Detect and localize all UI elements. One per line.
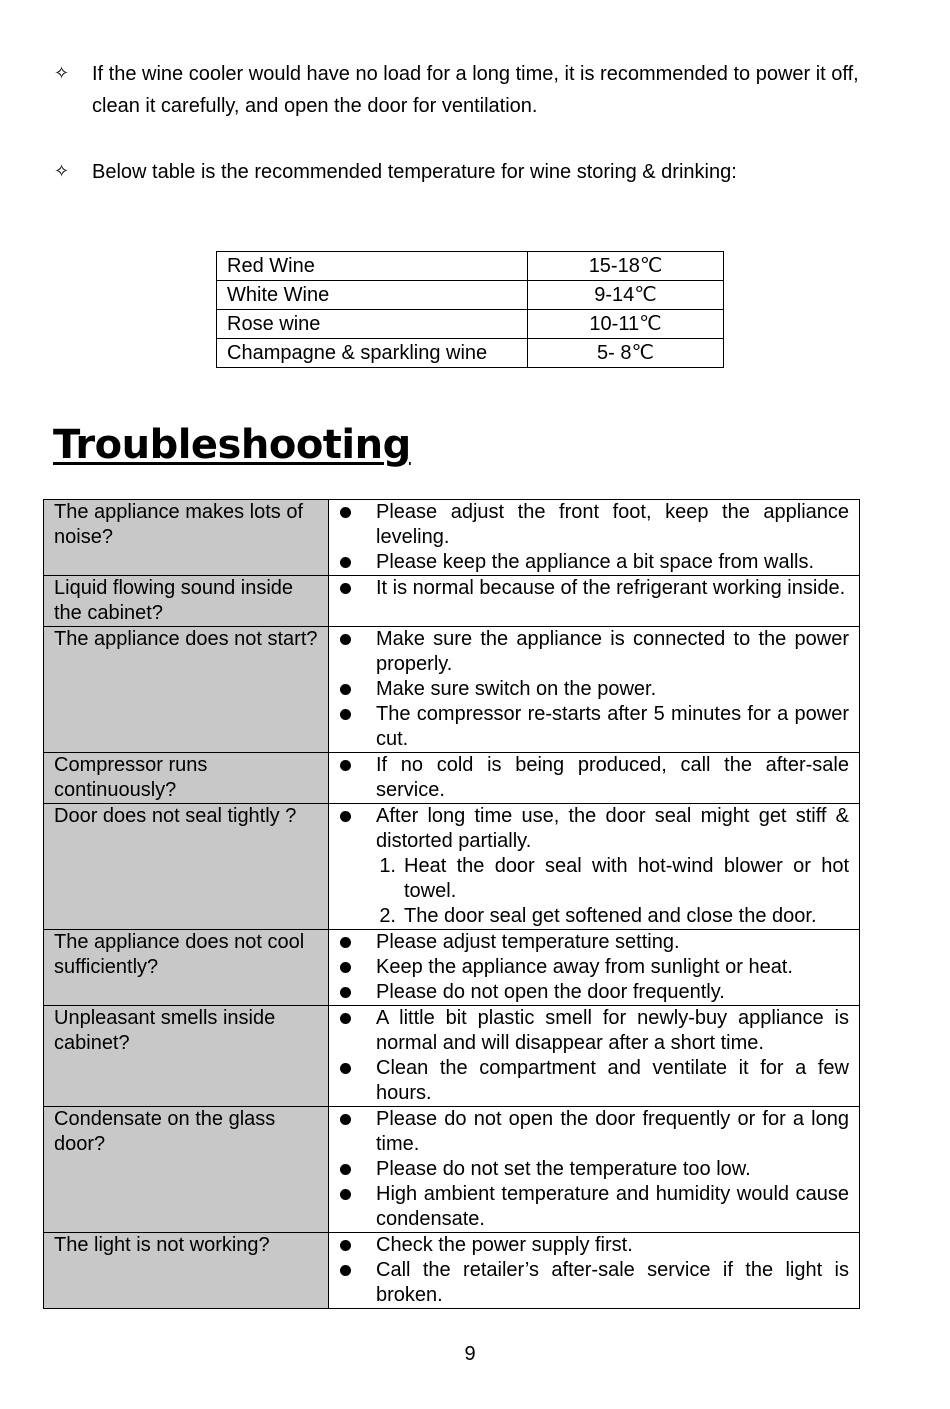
bullet-dot-icon (329, 804, 376, 854)
wine-type-cell: Rose wine (217, 310, 528, 339)
problem-cell: The appliance does not cool sufficiently? (44, 930, 329, 1006)
intro-paragraph-table-caption (54, 156, 894, 188)
table-row (217, 281, 724, 310)
solution-cell (329, 1107, 860, 1233)
solution-item (329, 930, 849, 955)
wine-type-cell: White Wine (217, 281, 528, 310)
diamond-star-icon: ✧ (54, 161, 70, 182)
troubleshooting-table (43, 499, 860, 1309)
bullet-dot-icon (329, 930, 376, 955)
solution-text: The compressor re-starts after 5 minutes for a power cut. (376, 703, 849, 750)
table-row (44, 627, 860, 753)
bullet-dot-icon (329, 1157, 376, 1182)
temperature-cell: 15-18℃ (528, 252, 724, 281)
bullet-dot-icon (329, 677, 376, 702)
solution-item (329, 576, 849, 601)
step-number: 2. (379, 905, 396, 927)
bullet-dot-icon (329, 1107, 376, 1157)
wine-temperature-table (216, 251, 724, 368)
problem-cell: Liquid flowing sound inside the cabinet? (44, 576, 329, 627)
solution-item (329, 1056, 849, 1106)
solution-cell (329, 627, 860, 753)
solution-item (329, 955, 849, 980)
problem-cell: The light is not working? (44, 1233, 329, 1309)
solution-text: If no cold is being produced, call the after-sale service. (376, 754, 849, 801)
intro-text-power-off: If the wine cooler would have no load for a long time, it is recommended to power it off, clean it carefully, and open the door for ventilation. (92, 63, 859, 117)
problem-cell: The appliance makes lots of noise? (44, 500, 329, 576)
bullet-dot-icon (329, 702, 376, 752)
solution-text: Check the power supply first. (376, 1234, 633, 1256)
bullet-dot-icon (329, 550, 376, 575)
solution-cell (329, 804, 860, 930)
bullet-dot-icon (329, 955, 376, 980)
wine-type-cell: Red Wine (217, 252, 528, 281)
solution-text: Please keep the appliance a bit space from walls. (376, 551, 815, 573)
bullet-dot-icon (329, 500, 376, 550)
table-row (44, 1107, 860, 1233)
solution-text: It is normal because of the refrigerant working inside. (376, 577, 846, 599)
intro-paragraph-power-off (54, 58, 894, 122)
bullet-dot-icon (329, 576, 376, 601)
solution-text: A little bit plastic smell for newly-buy appliance is normal and will disappear after a short time. (376, 1007, 849, 1054)
solution-cell (329, 753, 860, 804)
diamond-star-icon: ✧ (54, 63, 70, 84)
solution-text: After long time use, the door seal might get stiff & distorted partially. (376, 805, 849, 852)
table-row (44, 500, 860, 576)
bullet-dot-icon (329, 753, 376, 803)
step-text: Heat the door seal with hot-wind blower or hot towel. (404, 855, 849, 902)
temperature-cell: 5- 8℃ (528, 339, 724, 368)
bullet-dot-icon (329, 1182, 376, 1232)
numbered-step (329, 904, 849, 929)
solution-item (329, 753, 849, 803)
step-text: The door seal get softened and close the door. (404, 905, 817, 927)
solution-item (329, 1258, 849, 1308)
page-number: 9 (464, 1343, 476, 1365)
problem-cell: Unpleasant smells inside cabinet? (44, 1006, 329, 1107)
table-row (44, 804, 860, 930)
solution-text: Clean the compartment and ventilate it for a few hours. (376, 1057, 849, 1104)
bullet-dot-icon (329, 627, 376, 677)
solution-item (329, 1006, 849, 1056)
solution-text: Make sure switch on the power. (376, 678, 657, 700)
bullet-dot-icon (329, 1233, 376, 1258)
solution-text: Call the retailer’s after-sale service if the light is broken. (376, 1259, 849, 1306)
solution-text: Please adjust temperature setting. (376, 931, 680, 953)
table-row (217, 310, 724, 339)
intro-text-table-caption: Below table is the recommended temperature for wine storing & drinking: (92, 161, 737, 183)
solution-item (329, 980, 849, 1005)
solution-text: Please do not set the temperature too low. (376, 1158, 751, 1180)
solution-item (329, 1233, 849, 1258)
solution-text: Keep the appliance away from sunlight or heat. (376, 956, 793, 978)
solution-item (329, 677, 849, 702)
solution-cell (329, 930, 860, 1006)
problem-cell: Compressor runs continuously? (44, 753, 329, 804)
solution-item (329, 500, 849, 550)
solution-text: Please adjust the front foot, keep the appliance leveling. (376, 501, 849, 548)
problem-cell: Door does not seal tightly ? (44, 804, 329, 930)
solution-item (329, 804, 849, 854)
solution-item (329, 1157, 849, 1182)
table-row (44, 1006, 860, 1107)
solution-cell (329, 576, 860, 627)
solution-item (329, 702, 849, 752)
numbered-step (329, 854, 849, 904)
table-row (217, 252, 724, 281)
solution-text: Make sure the appliance is connected to the power properly. (376, 628, 849, 675)
temperature-cell: 9-14℃ (528, 281, 724, 310)
bullet-dot-icon (329, 1056, 376, 1106)
table-row (44, 930, 860, 1006)
table-row (44, 576, 860, 627)
table-row (44, 753, 860, 804)
solution-cell (329, 1233, 860, 1309)
solution-item (329, 627, 849, 677)
temperature-cell: 10-11℃ (528, 310, 724, 339)
table-row (217, 339, 724, 368)
table-row (44, 1233, 860, 1309)
solution-text: High ambient temperature and humidity would cause condensate. (376, 1183, 849, 1230)
problem-cell: The appliance does not start? (44, 627, 329, 753)
solution-item (329, 550, 849, 575)
wine-type-cell: Champagne & sparkling wine (217, 339, 528, 368)
bullet-dot-icon (329, 980, 376, 1005)
solution-cell (329, 1006, 860, 1107)
solution-text: Please do not open the door frequently or for a long time. (376, 1108, 849, 1155)
bullet-dot-icon (329, 1006, 376, 1056)
solution-item (329, 1182, 849, 1232)
solution-text: Please do not open the door frequently. (376, 981, 725, 1003)
troubleshooting-heading: Troubleshooting (53, 422, 411, 468)
solution-item (329, 1107, 849, 1157)
bullet-dot-icon (329, 1258, 376, 1308)
problem-cell: Condensate on the glass door? (44, 1107, 329, 1233)
step-number: 1. (379, 855, 396, 877)
solution-cell (329, 500, 860, 576)
